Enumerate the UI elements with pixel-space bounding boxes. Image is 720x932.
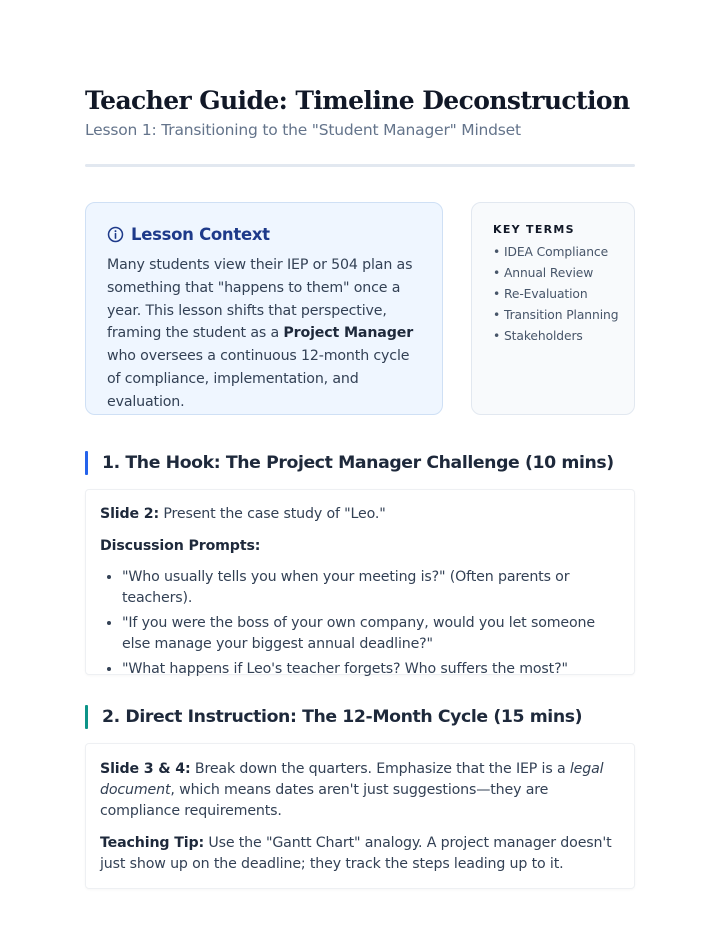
lesson-context-header [107,225,422,244]
slide-3-4-note: Slide 3 & 4: Break down the quarters. Emphasize that the IEP is a legal document, which means dates aren't just suggestions—they are compliance requirements. [100,761,604,819]
discussion-prompt: • "If you were the boss of your own company, would you let someone else manage your biggest annual deadline?" [122,613,620,655]
key-term-item: • IDEA Compliance [493,245,609,259]
discussion-prompts-list [100,567,620,680]
key-term-item: • Re-Evaluation [493,287,588,301]
header-divider [85,164,635,167]
lesson-context-text: Many students view their IEP or 504 plan as something that "happens to them" once a year. This lesson shifts that perspective, framing the student as a Project Manager who oversees a continuous 12-month cycle of compliance, implementation, and evaluation. [107,257,414,410]
project-manager-term: Project Manager [283,325,414,342]
key-terms-title: KEY TERMS [493,223,575,236]
section-instruction-title: 2. Direct Instruction: The 12-Month Cycle (15 mins) [102,707,583,727]
teaching-tip: Teaching Tip: Use the "Gantt Chart" analogy. A project manager doesn't just show up on the deadline; they track the steps leading up to it. [100,835,612,872]
key-term-item: • Stakeholders [493,329,583,343]
lesson-context-box [85,202,443,415]
section-hook-header [85,451,635,475]
page-subtitle: Lesson 1: Transitioning to the "Student Manager" Mindset [85,121,521,139]
section-accent-bar [85,705,88,729]
discussion-prompt: • "What happens if Leo's teacher forgets? Who suffers the most?" [122,659,620,680]
lesson-context-title: Lesson Context [131,225,270,244]
page-title: Teacher Guide: Timeline Deconstruction [85,86,630,115]
section-accent-bar [85,451,88,475]
key-term-item: • Transition Planning [493,308,619,322]
slide-2-note: Slide 2: Present the case study of "Leo." [100,506,386,522]
section-instruction-header [85,705,635,729]
discussion-prompt: • "Who usually tells you when your meeting is?" (Often parents or teachers). [122,567,620,609]
key-term-item: • Annual Review [493,266,594,280]
guide-page [85,86,635,889]
section-instruction-card [85,743,635,889]
info-icon [107,226,124,243]
key-terms-box [471,202,635,415]
discussion-prompts-label: Discussion Prompts: [100,538,261,554]
section-hook-card [85,489,635,675]
section-hook-title: 1. The Hook: The Project Manager Challenge (10 mins) [102,453,614,473]
overview-row [85,202,635,415]
key-terms-list [493,244,622,346]
